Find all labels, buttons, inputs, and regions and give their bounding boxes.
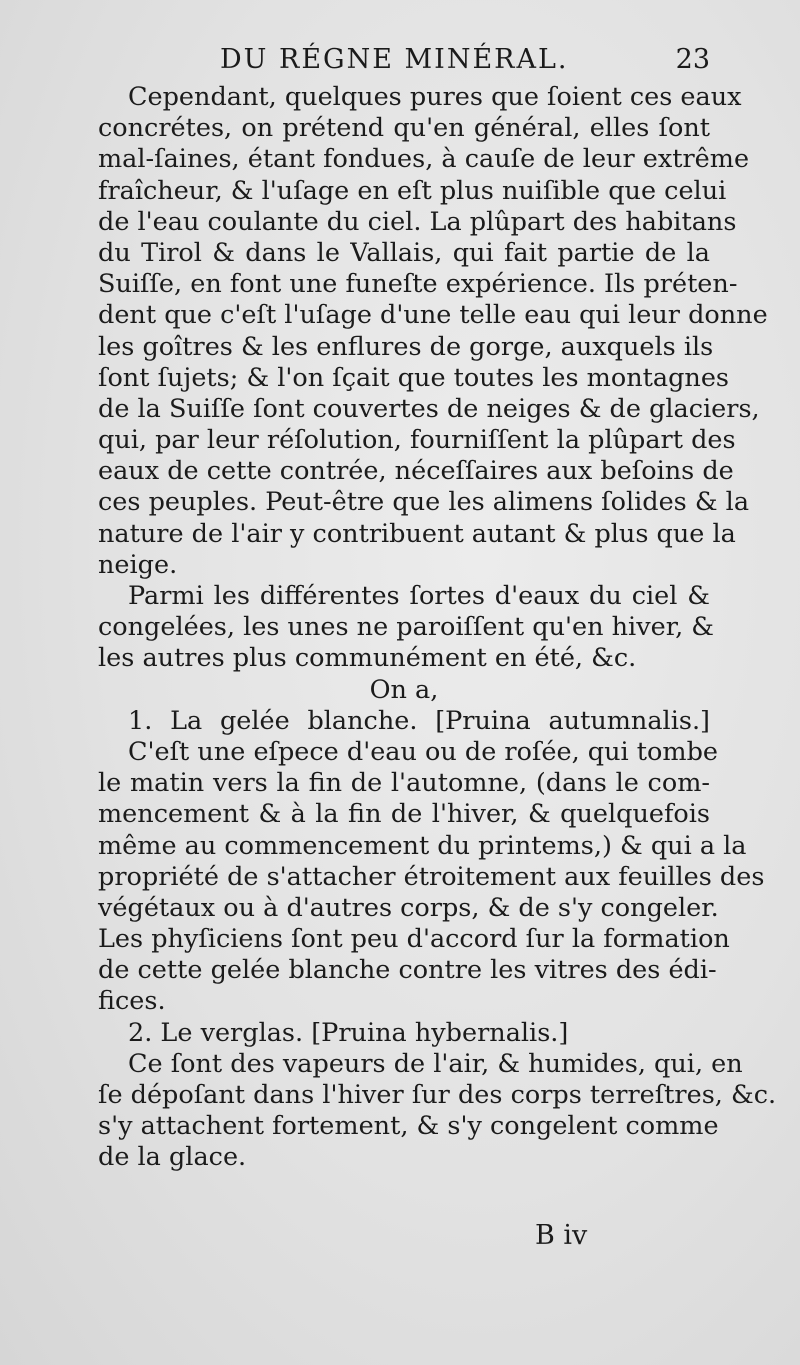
text-line: le matin vers la fin de l'automne, (dans le com- [98,768,710,799]
text-line: propriété de s'attacher étroitement aux feuilles des [98,861,765,892]
text-line: Les phyſiciens ſont peu d'accord ſur la formation [98,924,730,955]
text-line: les autres plus communément en été, &c. [98,643,637,674]
text-line: qui, par leur réſolution, fourniſſent la plûpart des [98,425,736,456]
text-line: fices. [98,986,166,1017]
text-line: de l'eau coulante du ciel. La plûpart des habitans [98,206,737,237]
text-line: s'y attachent fortement, & s'y congelent comme [98,1111,719,1142]
text-line: Ce ſont des vapeurs de l'air, & humides, qui, en [128,1048,743,1079]
text-line: même au commencement du printems,) & qui a la [98,830,747,861]
text-line: ces peuples. Peut-être que les alimens ſolides & la [98,487,750,518]
text-line: nature de l'air y contribuent autant & plus que la [98,518,736,549]
text-line: On a, [369,674,439,705]
text-line: 1. La gelée blanche. [Pruina autumnalis.] [128,705,710,736]
text-line: dent que c'eſt l'uſage d'une telle eau qui leur donne [98,300,768,331]
text-line: ſe dépoſant dans l'hiver ſur des corps terreſtres, &c. [98,1080,777,1110]
text-line: Suiſſe, en font une funeſte expérience. Ils préten- [98,269,738,300]
text-line: ſont ſujets; & l'on ſçait que toutes les montagnes [98,362,730,393]
text-line: neige. [98,549,178,580]
text-line: concrétes, on prétend qu'en général, elles ſont [98,113,710,144]
text-line: congelées, les unes ne paroiſſent qu'en hiver, & [98,612,715,643]
text-line: de cette gelée blanche contre les vitres des édi- [98,955,717,986]
text-line: 2. Le verglas. [Pruina hybernalis.] [128,1017,569,1048]
text-line: les goîtres & les enflures de gorge, auxquels ils [98,331,714,362]
body-text [98,82,777,1174]
text-line: de la Suiſſe ſont couvertes de neiges & de glaciers, [98,393,760,424]
page-number: 23 [675,44,710,75]
text-line: de la glace. [98,1142,247,1173]
text-line: mencement & à la fin de l'hiver, & quelquefois [98,799,710,830]
page-header [100,44,710,84]
text-line: C'eſt une eſpece d'eau ou de roſée, qui tombe [128,736,718,767]
text-line: Cependant, quelques pures que ſoient ces eaux [128,82,742,112]
running-head: DU RÉGNE MINÉRAL. [220,44,569,75]
text-line: fraîcheur, & l'uſage en eſt plus nuiſible que celui [98,175,727,206]
text-line: végétaux ou à d'autres corps, & de s'y congeler. [98,892,719,923]
text-line: eaux de cette contrée, néceſſaires aux beſoins de [98,456,734,487]
text-line: Parmi les différentes ſortes d'eaux du ciel & [128,581,710,611]
signature-mark: B iv [535,1220,588,1251]
text-line: mal-ſaines, étant fondues, à cauſe de leur extrême [98,144,750,175]
text-line: du Tirol & dans le Vallais, qui fait partie de la [98,237,710,268]
